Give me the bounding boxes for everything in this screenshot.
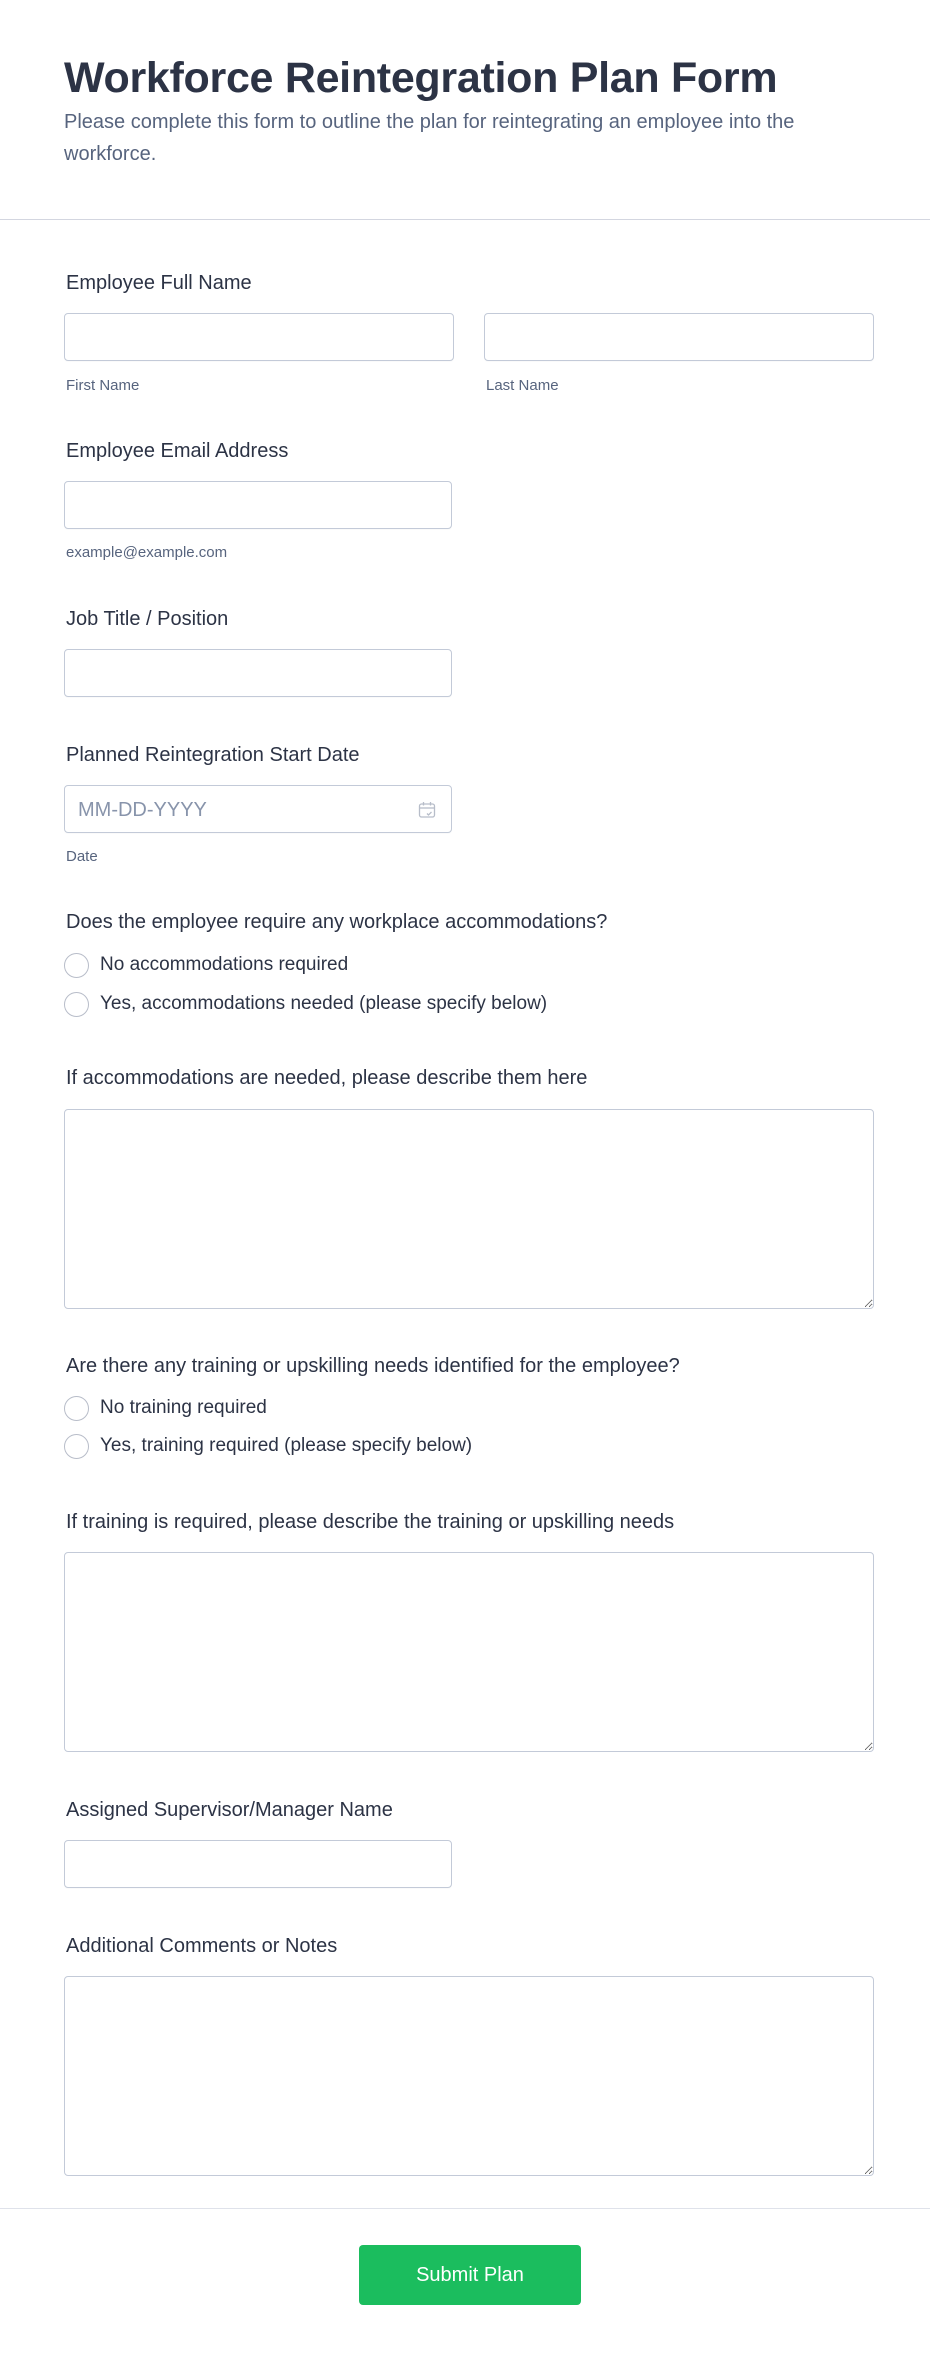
radio-no-training[interactable] (64, 1395, 267, 1421)
accommodations-details-label: If accommodations are needed, please describe them here (66, 1067, 588, 1089)
radio-button[interactable] (64, 1434, 89, 1459)
radio-label: Yes, training required (please specify below) (100, 1435, 473, 1456)
radio-label: No training required (100, 1397, 267, 1418)
calendar-icon[interactable] (417, 800, 437, 820)
radio-button[interactable] (64, 953, 89, 978)
radio-no-accommodations[interactable] (64, 952, 348, 978)
training-question: Are there any training or upskilling needs identified for the employee? (66, 1355, 680, 1377)
start-date-input[interactable] (64, 785, 452, 833)
radio-label: No accommodations required (100, 954, 349, 975)
job-title-input[interactable] (64, 649, 452, 697)
accommodations-details-textarea[interactable] (64, 1109, 874, 1309)
comments-label: Additional Comments or Notes (66, 1935, 338, 1957)
last-name-sublabel: Last Name (486, 377, 559, 394)
email-label: Employee Email Address (66, 440, 289, 462)
job-title-label: Job Title / Position (66, 608, 229, 630)
email-sublabel: example@example.com (66, 544, 228, 561)
last-name-input[interactable] (484, 313, 874, 361)
footer-divider (0, 2208, 930, 2209)
first-name-sublabel: First Name (66, 377, 140, 394)
full-name-label: Employee Full Name (66, 272, 252, 294)
form-subtitle: Please complete this form to outline the plan for reintegrating an employee into the workforce. (64, 111, 795, 165)
training-details-textarea[interactable] (64, 1552, 874, 1752)
start-date-label: Planned Reintegration Start Date (66, 744, 360, 766)
form-header (0, 0, 930, 220)
training-details-label: If training is required, please describe the training or upskilling needs (66, 1511, 675, 1533)
radio-button[interactable] (64, 992, 89, 1017)
accommodations-question: Does the employee require any workplace accommodations? (66, 911, 608, 933)
first-name-input[interactable] (64, 313, 454, 361)
radio-yes-training[interactable] (64, 1433, 472, 1459)
email-input[interactable] (64, 481, 452, 529)
supervisor-input[interactable] (64, 1840, 452, 1888)
supervisor-label: Assigned Supervisor/Manager Name (66, 1799, 393, 1821)
submit-plan-button[interactable]: Submit Plan (359, 2245, 581, 2305)
radio-button[interactable] (64, 1396, 89, 1421)
comments-textarea[interactable] (64, 1976, 874, 2176)
radio-label: Yes, accommodations needed (please specify below) (100, 993, 548, 1014)
form-title: Workforce Reintegration Plan Form (64, 54, 778, 102)
date-placeholder: MM-DD-YYYY (78, 799, 207, 821)
date-sublabel: Date (66, 848, 98, 865)
radio-yes-accommodations[interactable] (64, 991, 547, 1017)
